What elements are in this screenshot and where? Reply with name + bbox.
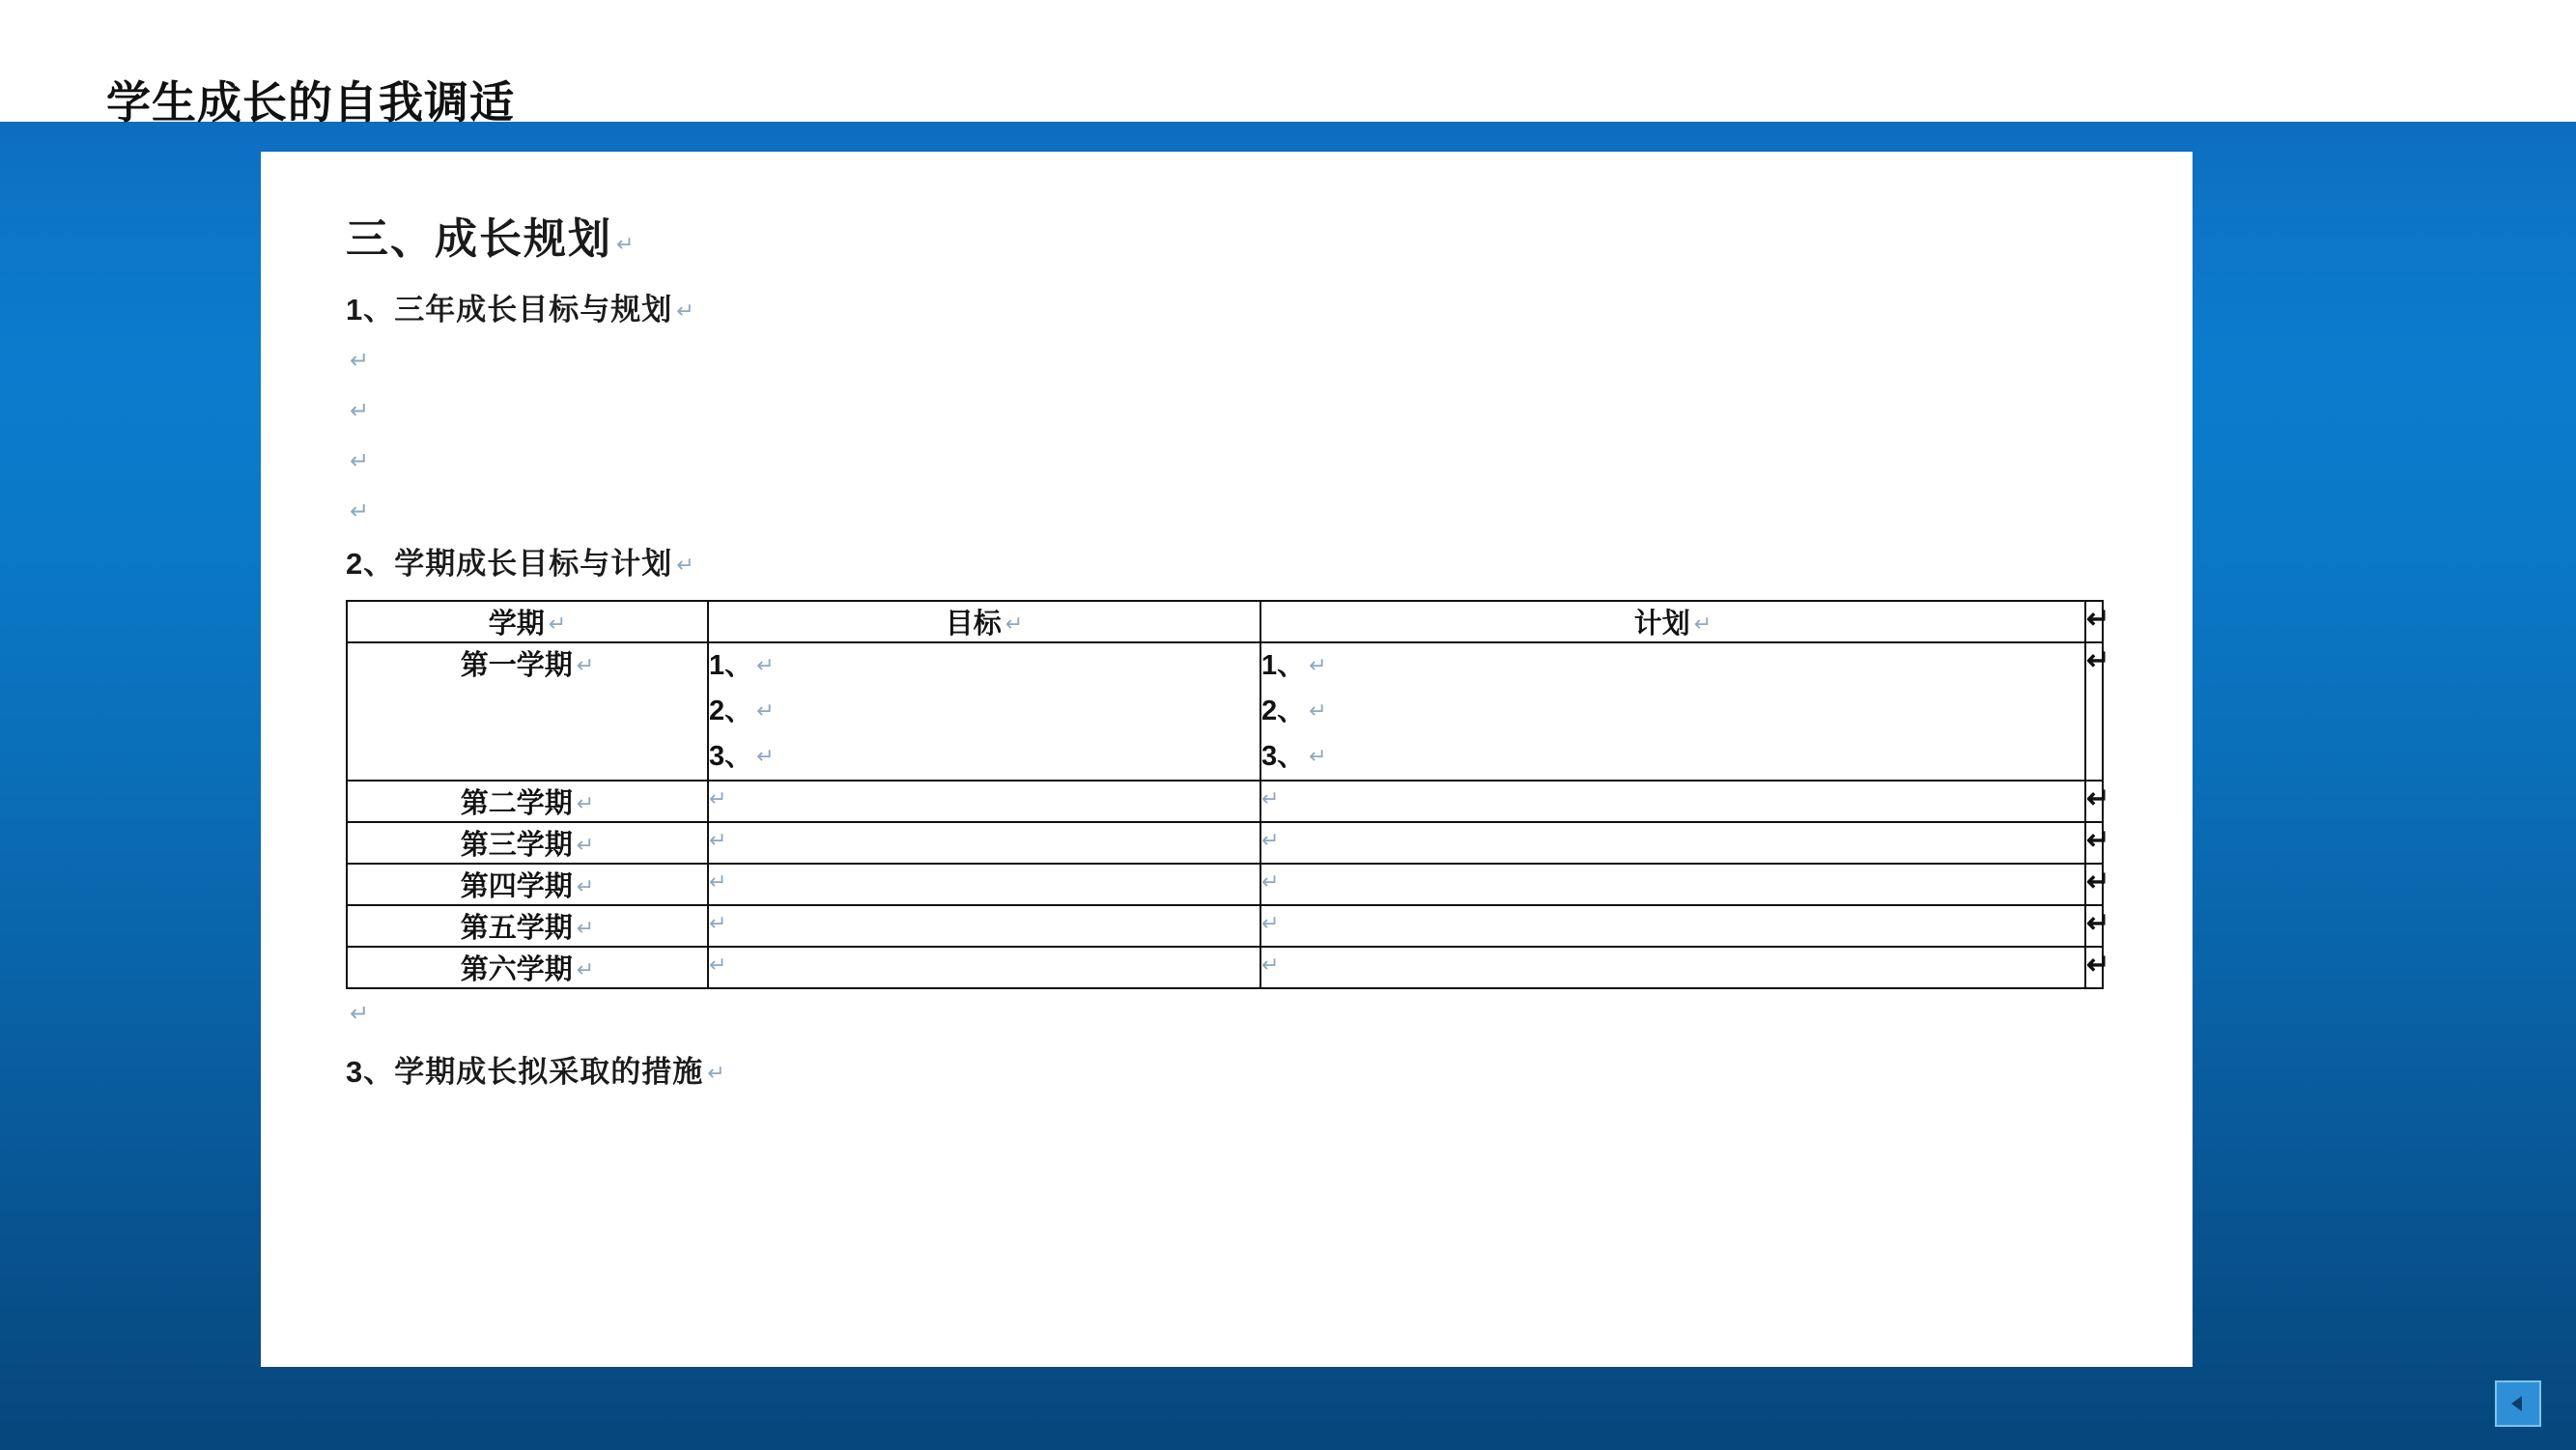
pilcrow-icon: ↵ (756, 653, 775, 678)
table-cell-term (347, 905, 708, 947)
page-title: 学生成长的自我调适 (106, 77, 515, 128)
table-cell-term-text: 第六学期 (460, 954, 573, 986)
goal-item-text: 2、 (709, 696, 753, 727)
document-section-1 (346, 287, 2123, 332)
blank-line: ↵ (350, 398, 370, 425)
table-cell-goal (708, 905, 1260, 947)
row-end-mark: ↵ (2085, 947, 2103, 988)
plan-item: ↵ (1261, 952, 1280, 978)
row-end-mark: ↵ (2085, 642, 2103, 781)
pilcrow-icon: ↵ (1309, 653, 1327, 678)
row-end-mark: ↵ (2085, 864, 2103, 905)
table-cell-plan (1260, 822, 2085, 864)
plan-item: ↵ (1261, 786, 1280, 811)
row-end-mark: ↵ (2085, 601, 2103, 642)
table-row (347, 822, 2103, 864)
table-row (347, 642, 2103, 781)
goal-item-text: 1、 (709, 650, 753, 682)
goal-item: ↵ (709, 911, 727, 936)
pilcrow-icon: ↵ (576, 833, 595, 858)
row-end-mark: ↵ (2085, 822, 2103, 864)
document-heading (346, 204, 2123, 266)
pilcrow-icon: ↵ (707, 1061, 726, 1086)
back-arrow-icon (2507, 1393, 2529, 1414)
pilcrow-icon: ↵ (548, 611, 567, 637)
table-cell-term-text: 第四学期 (460, 871, 573, 903)
plan-item-text: 1、 (1261, 650, 1306, 682)
back-button[interactable] (2495, 1380, 2541, 1427)
row-end-mark: ↵ (2085, 781, 2103, 822)
document-body (346, 175, 2123, 1091)
table-cell-goal (708, 822, 1260, 864)
table-cell-goal (708, 864, 1260, 905)
document-image (261, 152, 2193, 1367)
pilcrow-icon: ↵ (576, 791, 595, 816)
document-section-2 (346, 541, 2123, 586)
goal-item: ↵ (709, 952, 727, 978)
table-cell-plan (1260, 642, 2085, 781)
document-section-2-text: 2、学期成长目标与计划 (346, 547, 673, 582)
plan-item: ↵ (1261, 911, 1280, 936)
title-strip (0, 25, 2576, 128)
pilcrow-icon: ↵ (576, 916, 595, 941)
table-cell-term-text: 第二学期 (460, 788, 573, 820)
table-header-plan-text: 计划 (1633, 609, 1690, 640)
top-white-band (0, 0, 2576, 25)
pilcrow-icon: ↵ (1309, 744, 1327, 769)
plan-item (1261, 734, 2084, 780)
pilcrow-icon: ↵ (676, 553, 695, 578)
table-cell-goal (708, 947, 1260, 988)
table-header-term (347, 601, 708, 642)
plan-item-text: 2、 (1261, 696, 1306, 727)
table-cell-term (347, 864, 708, 905)
table-cell-term (347, 781, 708, 822)
pilcrow-icon: ↵ (576, 874, 595, 899)
pilcrow-icon: ↵ (576, 957, 595, 982)
pilcrow-icon: ↵ (1005, 611, 1024, 637)
document-section-1-text: 1、三年成长目标与规划 (346, 293, 673, 327)
table-row (347, 905, 2103, 947)
table-header-goal-text: 目标 (945, 609, 1002, 640)
pilcrow-icon: ↵ (756, 744, 775, 769)
blank-line: ↵ (350, 448, 370, 475)
document-heading-text: 三、成长规划 (346, 215, 612, 263)
goal-item (709, 689, 1260, 734)
table-cell-plan (1260, 947, 2085, 988)
goal-item: ↵ (709, 869, 727, 895)
pilcrow-icon: ↵ (676, 299, 695, 323)
pilcrow-icon: ↵ (1693, 611, 1713, 637)
table-cell-plan (1260, 864, 2085, 905)
table-header-goal (708, 601, 1260, 642)
table-cell-term (347, 642, 708, 781)
table-row (347, 781, 2103, 822)
blank-line: ↵ (350, 348, 370, 375)
table-cell-term-text: 第五学期 (460, 913, 573, 945)
table-cell-term (347, 947, 708, 988)
document-section-3-text: 3、学期成长拟采取的措施 (346, 1055, 704, 1090)
table-row (347, 947, 2103, 988)
document-section-3 (346, 1047, 2123, 1091)
table-cell-plan (1260, 905, 2085, 947)
table-cell-goal (708, 642, 1260, 781)
table-cell-term-text: 第三学期 (460, 830, 573, 862)
pilcrow-icon: ↵ (1309, 698, 1327, 724)
table-cell-term-text: 第一学期 (460, 650, 573, 682)
row-end-mark: ↵ (2085, 905, 2103, 947)
pilcrow-icon: ↵ (576, 653, 595, 678)
goal-item (709, 643, 1260, 689)
blank-line-after-table: ↵ (350, 1001, 370, 1028)
table-header-plan (1260, 601, 2085, 642)
plan-item (1261, 643, 2084, 689)
plan-item-text: 3、 (1261, 741, 1306, 773)
table-cell-plan (1260, 781, 2085, 822)
blank-line: ↵ (350, 498, 370, 526)
table-cell-term (347, 822, 708, 864)
goal-item (709, 734, 1260, 780)
plan-item: ↵ (1261, 828, 1280, 853)
table-row (347, 864, 2103, 905)
table-header-row (347, 601, 2103, 642)
growth-plan-table (346, 600, 2110, 989)
goal-item-text: 3、 (709, 741, 753, 773)
goal-item: ↵ (709, 786, 727, 811)
goal-item: ↵ (709, 828, 727, 853)
table-cell-goal (708, 781, 1260, 822)
plan-item (1261, 689, 2084, 734)
plan-item: ↵ (1261, 869, 1280, 895)
pilcrow-icon: ↵ (616, 232, 637, 256)
table-header-term-text: 学期 (488, 609, 545, 640)
pilcrow-icon: ↵ (756, 698, 775, 724)
